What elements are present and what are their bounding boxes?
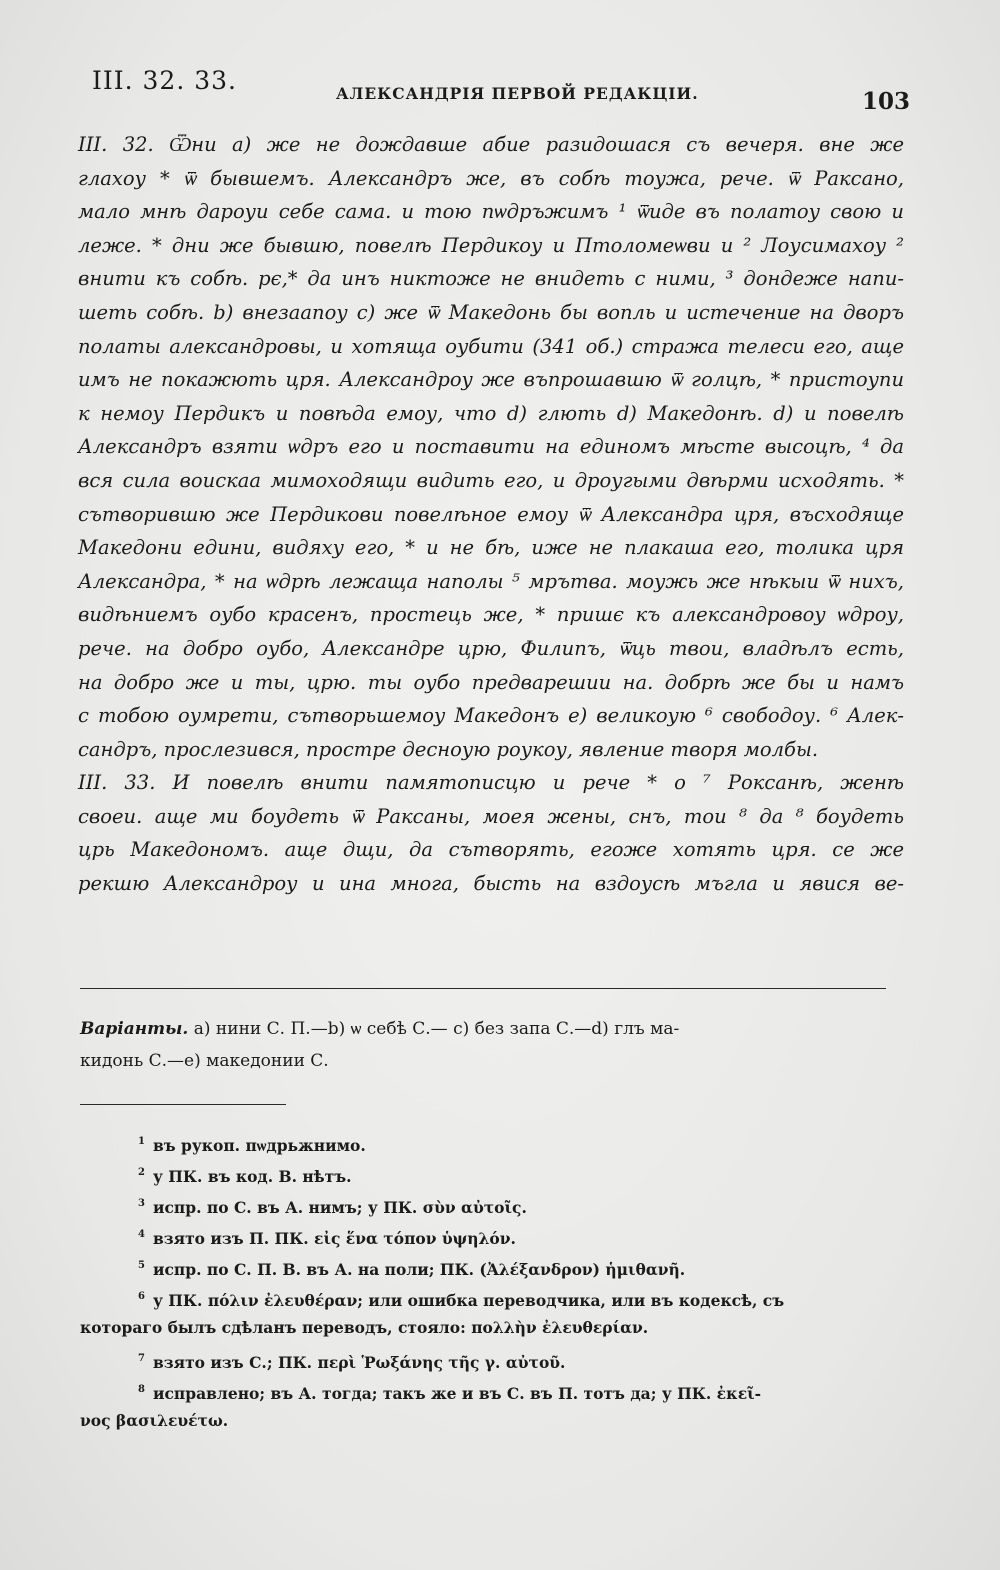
footnote-number: 1 [138, 1136, 145, 1147]
text-line: мало мнѣ дароуи себе сама. и тою пѡдръжимъ ¹ ѿиде въ полатоу свою и [78, 200, 904, 224]
footnote-number: 8 [138, 1384, 145, 1395]
text-line: глахоу * ѿ бывшемъ. Александръ же, въ собѣ тоужа, рече. ѿ Раксано, [78, 166, 904, 190]
footnote-text: у ПК. въ код. В. нѣтъ. [152, 1167, 352, 1186]
footnote-continuation [80, 1312, 886, 1343]
footnote-text: испр. по С. П. В. въ А. на поли; ПК. (Ἀλέξανδρον) ἡμιθανῆ. [152, 1260, 686, 1279]
main-text-block [78, 128, 904, 901]
text-line: видѣниемъ оубо красенъ, простець же, * пришє къ александровоу ѡдроу, [78, 603, 904, 627]
footnotes [80, 1126, 886, 1436]
footnote [80, 1157, 886, 1188]
text-line: сътворившю же Пердикови повелѣное емоу ѿ Александра цря, въсходяще [78, 502, 904, 526]
footnote-text: взято изъ С.; ПК. περὶ Ῥωξάνης τῆς γ. αὐτοῦ. [152, 1353, 566, 1372]
variants-text: кидонь С.—e) македонии С. [80, 1051, 329, 1071]
footnote-text: въ рукоп. пѡдрьжнимо. [152, 1136, 366, 1155]
text-line: к немоу Пердикъ и повѣда емоу, что d) глють d) Македонѣ. d) и повелѣ [78, 401, 904, 425]
text-line: Македони едини, видяху его, * и не бѣ, иже не плакаша его, толика цря [78, 536, 904, 560]
text-line: имъ не покажють цря. Александроу же въпрошавшю ѿ голцѣ, * пристоупи [78, 368, 904, 392]
footnote-text: νος βασιλευέτω. [80, 1411, 229, 1430]
text-line: вся сила воискаа мимоходящи видить его, и дроугыми двѣрми исходять. * [78, 468, 904, 492]
footnote-number: 5 [138, 1260, 145, 1271]
text-line: сандръ, прослезився, простре десноую роукоу, явление творя молбы. [78, 737, 819, 761]
text-line: на добро же и ты, црю. ты оубо предварешии на. добрѣ же бы и намъ [78, 670, 904, 694]
text-line: с тобою оумрети, сътворьшемоу Македонъ e) великоую ⁶ свободоу. ⁶ Алек- [78, 704, 904, 728]
footnote-number: 4 [138, 1229, 145, 1240]
text-line: III. 32. Ѿни а) же не дождавше абие разидошася съ вечеря. вне же [78, 133, 904, 156]
footnote-number: 3 [138, 1198, 145, 1209]
text-line: црь Македономъ. аще дщи, да сътворять, егоже хотять цря. се же [78, 838, 904, 862]
footnote-text: котораго былъ сдѣланъ переводъ, стояло: πολλὴν ἐλευθερίαν. [80, 1318, 649, 1337]
variants-line [80, 1045, 886, 1077]
footnote [80, 1374, 886, 1405]
footnote-number: 6 [138, 1291, 145, 1302]
text-line: леже. * дни же бывшю, повелѣ Пердикоу и Птоломеѡви и ² Лоусимахоу ² [78, 233, 904, 257]
footnote-text: испр. по С. въ А. нимъ; у ПК. σὺν αὐτοῖς. [152, 1198, 527, 1217]
footnote-text: у ПК. πόλιν ἐλευθέραν; или ошибка переводчика, или въ кодексѣ, съ [152, 1291, 785, 1310]
text-line: Александра, * на ѡдрѣ лежаща наполы ⁵ мрътва. моужь же нѣкыи ѿ нихъ, [78, 569, 904, 593]
page-header [0, 62, 1000, 115]
section-reference: III. 32. 33. [92, 66, 237, 95]
text-line: внити къ собѣ. рє,* да инъ никтоже не внидеть с ними, ³ дондеже напи- [78, 267, 904, 291]
text-line: шеть собѣ. b) внезаапоу c) же ѿ Македонь бы вопль и истечение на дворъ [78, 300, 904, 324]
footnote-text: взято изъ П. ПК. εἰς ἕνα τόπον ὑψηλόν. [152, 1229, 516, 1248]
page-number: 103 [862, 88, 911, 115]
footnote [80, 1343, 886, 1374]
footnote [80, 1126, 886, 1157]
text-line: своеи. аще ми боудеть ѿ Раксаны, моея жены, снъ, тои ⁸ да ⁸ боудеть [78, 804, 904, 828]
text-line: полаты александровы, и хотяща оубити (341 об.) стража телеси его, аще [78, 334, 904, 358]
text-line: Александръ взяти ѡдръ его и поставити на единомъ мѣсте высоцѣ, ⁴ да [78, 435, 904, 459]
variants-label: Варіанты. [80, 1019, 189, 1039]
main-divider-rule [80, 988, 886, 989]
text-line: III. 33. И повелѣ внити памятописцю и рече * о ⁷ Роксанѣ, женѣ [78, 771, 904, 795]
footnote [80, 1250, 886, 1281]
variants-apparatus [80, 1013, 886, 1077]
footnote [80, 1219, 886, 1250]
footnote [80, 1281, 886, 1312]
footnote-number: 2 [138, 1167, 145, 1178]
footnote [80, 1188, 886, 1219]
footnote-divider-rule [80, 1104, 286, 1105]
variants-text: a) нини С. П.—b) ѡ себѣ С.— c) без запа С.—d) глъ ма- [193, 1019, 680, 1039]
footnote-continuation [80, 1405, 886, 1436]
text-line: рекшю Александроу и ина многа, бысть на вздоусѣ мъгла и явися ве- [78, 872, 904, 896]
variants-line [80, 1013, 886, 1045]
running-title: АЛЕКСАНДРІЯ ПЕРВОЙ РЕДАКЦІИ. [336, 84, 699, 103]
footnote-number: 7 [138, 1353, 145, 1364]
text-line: рече. на добро оубо, Александре црю, Филипъ, ѿць твои, владѣлъ есть, [78, 636, 904, 660]
footnote-text: исправлено; въ А. тогда; такъ же и въ С. въ П. тотъ да; у ПК. ἐκεῖ- [152, 1384, 762, 1403]
